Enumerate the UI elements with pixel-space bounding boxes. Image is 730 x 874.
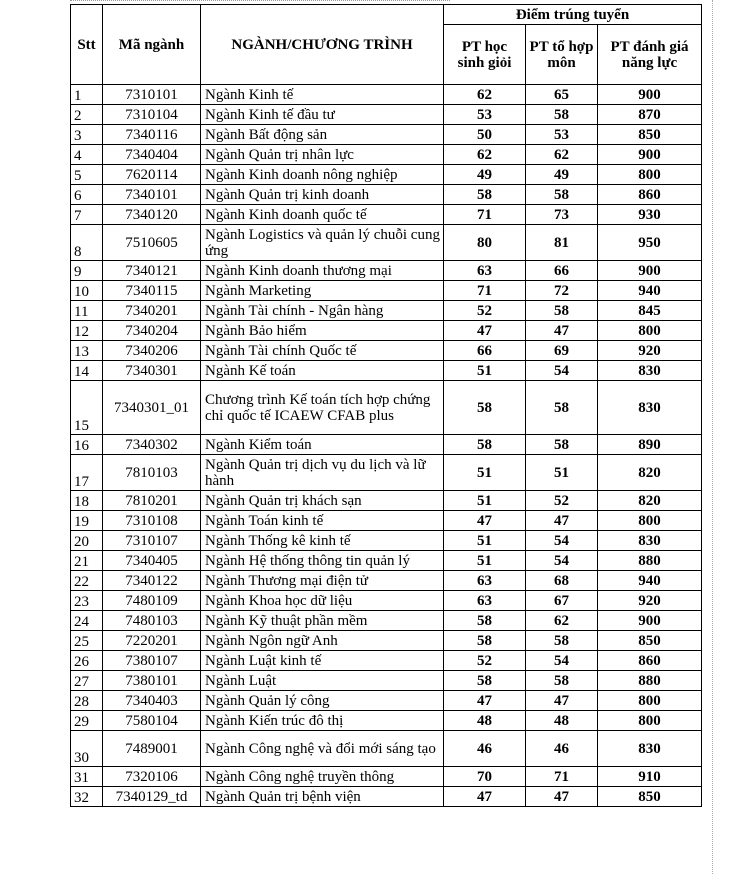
row-stt: 30 bbox=[71, 731, 103, 767]
table-row bbox=[71, 611, 702, 631]
row-stt: 6 bbox=[71, 185, 103, 205]
row-stt: 7 bbox=[71, 205, 103, 225]
row-score-b: 58 bbox=[526, 185, 598, 205]
row-score-b: 58 bbox=[526, 301, 598, 321]
row-stt: 12 bbox=[71, 321, 103, 341]
row-code: 7380101 bbox=[103, 671, 201, 691]
row-score-a: 70 bbox=[444, 767, 526, 787]
row-code: 7480109 bbox=[103, 591, 201, 611]
row-name: Ngành Khoa học dữ liệu bbox=[201, 591, 444, 611]
row-score-b: 52 bbox=[526, 491, 598, 511]
row-code: 7220201 bbox=[103, 631, 201, 651]
row-name: Ngành Công nghệ và đổi mới sáng tạo bbox=[201, 731, 444, 767]
table-row bbox=[71, 165, 702, 185]
table-row bbox=[71, 381, 702, 435]
page-edge bbox=[712, 0, 714, 874]
row-score-a: 66 bbox=[444, 341, 526, 361]
table-row bbox=[71, 767, 702, 787]
row-score-a: 58 bbox=[444, 611, 526, 631]
row-stt: 10 bbox=[71, 281, 103, 301]
table-row bbox=[71, 551, 702, 571]
row-score-a: 58 bbox=[444, 381, 526, 435]
row-name: Ngành Kinh doanh quốc tế bbox=[201, 205, 444, 225]
row-score-b: 58 bbox=[526, 671, 598, 691]
row-score-a: 47 bbox=[444, 691, 526, 711]
row-name: Ngành Kinh doanh thương mại bbox=[201, 261, 444, 281]
table-row bbox=[71, 591, 702, 611]
table-row bbox=[71, 261, 702, 281]
row-score-a: 49 bbox=[444, 165, 526, 185]
header-col-b: PT tổ hợp môn bbox=[526, 25, 598, 85]
row-name: Ngành Luật bbox=[201, 671, 444, 691]
row-name: Ngành Kỹ thuật phần mềm bbox=[201, 611, 444, 631]
row-score-a: 51 bbox=[444, 531, 526, 551]
row-score-b: 54 bbox=[526, 361, 598, 381]
table-row bbox=[71, 531, 702, 551]
row-name: Ngành Kế toán bbox=[201, 361, 444, 381]
row-code: 7340129_td bbox=[103, 787, 201, 807]
row-score-c: 800 bbox=[598, 711, 702, 731]
row-score-b: 46 bbox=[526, 731, 598, 767]
row-code: 7340116 bbox=[103, 125, 201, 145]
row-score-a: 80 bbox=[444, 225, 526, 261]
row-name: Ngành Quản trị khách sạn bbox=[201, 491, 444, 511]
row-name: Ngành Thống kê kinh tế bbox=[201, 531, 444, 551]
row-score-c: 920 bbox=[598, 341, 702, 361]
row-score-b: 49 bbox=[526, 165, 598, 185]
row-score-a: 51 bbox=[444, 361, 526, 381]
row-score-c: 830 bbox=[598, 361, 702, 381]
row-code: 7340302 bbox=[103, 435, 201, 455]
row-score-a: 51 bbox=[444, 491, 526, 511]
row-stt: 21 bbox=[71, 551, 103, 571]
row-score-b: 67 bbox=[526, 591, 598, 611]
row-name: Ngành Kinh doanh nông nghiệp bbox=[201, 165, 444, 185]
header-code: Mã ngành bbox=[103, 5, 201, 85]
table-row bbox=[71, 491, 702, 511]
row-name: Ngành Tài chính - Ngân hàng bbox=[201, 301, 444, 321]
row-score-b: 68 bbox=[526, 571, 598, 591]
row-score-a: 63 bbox=[444, 571, 526, 591]
row-stt: 23 bbox=[71, 591, 103, 611]
row-score-c: 800 bbox=[598, 321, 702, 341]
table-row bbox=[71, 361, 702, 381]
row-score-b: 58 bbox=[526, 105, 598, 125]
table-row bbox=[71, 691, 702, 711]
row-name: Ngành Logistics và quản lý chuỗi cung ứng bbox=[201, 225, 444, 261]
table-body bbox=[71, 85, 702, 807]
row-stt: 5 bbox=[71, 165, 103, 185]
row-score-c: 860 bbox=[598, 651, 702, 671]
row-score-c: 830 bbox=[598, 381, 702, 435]
row-score-b: 51 bbox=[526, 455, 598, 491]
row-score-b: 81 bbox=[526, 225, 598, 261]
row-score-a: 71 bbox=[444, 281, 526, 301]
row-score-c: 800 bbox=[598, 691, 702, 711]
row-score-c: 920 bbox=[598, 591, 702, 611]
row-score-a: 58 bbox=[444, 185, 526, 205]
row-score-a: 47 bbox=[444, 787, 526, 807]
row-score-a: 58 bbox=[444, 435, 526, 455]
row-name: Ngành Hệ thống thông tin quản lý bbox=[201, 551, 444, 571]
row-stt: 14 bbox=[71, 361, 103, 381]
row-score-a: 62 bbox=[444, 85, 526, 105]
row-score-b: 53 bbox=[526, 125, 598, 145]
row-score-c: 800 bbox=[598, 165, 702, 185]
row-score-b: 47 bbox=[526, 511, 598, 531]
row-stt: 20 bbox=[71, 531, 103, 551]
table-row bbox=[71, 105, 702, 125]
row-code: 7510605 bbox=[103, 225, 201, 261]
row-score-c: 860 bbox=[598, 185, 702, 205]
table-row bbox=[71, 281, 702, 301]
row-score-c: 910 bbox=[598, 767, 702, 787]
admission-score-table bbox=[70, 4, 702, 807]
row-name: Ngành Quản trị nhân lực bbox=[201, 145, 444, 165]
row-code: 7310108 bbox=[103, 511, 201, 531]
row-stt: 11 bbox=[71, 301, 103, 321]
row-code: 7340122 bbox=[103, 571, 201, 591]
row-score-c: 830 bbox=[598, 731, 702, 767]
row-name: Ngành Kinh tế đầu tư bbox=[201, 105, 444, 125]
table-row bbox=[71, 787, 702, 807]
row-score-a: 47 bbox=[444, 511, 526, 531]
row-score-a: 51 bbox=[444, 455, 526, 491]
row-code: 7340404 bbox=[103, 145, 201, 165]
row-code: 7810201 bbox=[103, 491, 201, 511]
row-code: 7310101 bbox=[103, 85, 201, 105]
row-name: Ngành Marketing bbox=[201, 281, 444, 301]
row-name: Ngành Quản lý công bbox=[201, 691, 444, 711]
row-score-c: 850 bbox=[598, 125, 702, 145]
row-score-a: 46 bbox=[444, 731, 526, 767]
row-name: Ngành Kinh tế bbox=[201, 85, 444, 105]
row-code: 7340120 bbox=[103, 205, 201, 225]
row-score-a: 63 bbox=[444, 261, 526, 281]
row-score-a: 52 bbox=[444, 651, 526, 671]
row-score-a: 63 bbox=[444, 591, 526, 611]
row-score-c: 845 bbox=[598, 301, 702, 321]
row-name: Ngành Bất động sản bbox=[201, 125, 444, 145]
row-score-c: 850 bbox=[598, 631, 702, 651]
row-score-b: 62 bbox=[526, 611, 598, 631]
header-score-group: Điểm trúng tuyển bbox=[444, 5, 702, 25]
row-stt: 28 bbox=[71, 691, 103, 711]
row-score-c: 830 bbox=[598, 531, 702, 551]
row-score-b: 54 bbox=[526, 551, 598, 571]
row-code: 7340115 bbox=[103, 281, 201, 301]
row-name: Ngành Quản trị dịch vụ du lịch và lữ hành bbox=[201, 455, 444, 491]
row-score-c: 880 bbox=[598, 671, 702, 691]
row-score-a: 51 bbox=[444, 551, 526, 571]
table-row bbox=[71, 185, 702, 205]
row-score-a: 58 bbox=[444, 631, 526, 651]
row-score-c: 870 bbox=[598, 105, 702, 125]
row-score-b: 66 bbox=[526, 261, 598, 281]
table-row bbox=[71, 435, 702, 455]
row-score-c: 880 bbox=[598, 551, 702, 571]
row-score-b: 69 bbox=[526, 341, 598, 361]
row-score-c: 850 bbox=[598, 787, 702, 807]
row-score-c: 940 bbox=[598, 281, 702, 301]
table-row bbox=[71, 125, 702, 145]
header-col-a: PT học sinh giỏi bbox=[444, 25, 526, 85]
row-name: Ngành Công nghệ truyền thông bbox=[201, 767, 444, 787]
row-name: Chương trình Kế toán tích hợp chứng chỉ quốc tế ICAEW CFAB plus bbox=[201, 381, 444, 435]
table-row bbox=[71, 205, 702, 225]
row-score-b: 73 bbox=[526, 205, 598, 225]
row-code: 7580104 bbox=[103, 711, 201, 731]
header-stt: Stt bbox=[71, 5, 103, 85]
row-score-b: 48 bbox=[526, 711, 598, 731]
row-score-b: 58 bbox=[526, 631, 598, 651]
row-code: 7320106 bbox=[103, 767, 201, 787]
header-name: NGÀNH/CHƯƠNG TRÌNH bbox=[201, 5, 444, 85]
row-stt: 27 bbox=[71, 671, 103, 691]
row-code: 7489001 bbox=[103, 731, 201, 767]
row-stt: 32 bbox=[71, 787, 103, 807]
row-code: 7340121 bbox=[103, 261, 201, 281]
row-stt: 4 bbox=[71, 145, 103, 165]
table-row bbox=[71, 511, 702, 531]
table-row bbox=[71, 455, 702, 491]
table-row bbox=[71, 85, 702, 105]
table-row bbox=[71, 321, 702, 341]
table-row bbox=[71, 731, 702, 767]
row-stt: 29 bbox=[71, 711, 103, 731]
row-score-b: 47 bbox=[526, 787, 598, 807]
row-name: Ngành Quản trị bệnh viện bbox=[201, 787, 444, 807]
row-score-b: 47 bbox=[526, 321, 598, 341]
row-score-a: 62 bbox=[444, 145, 526, 165]
row-score-b: 58 bbox=[526, 435, 598, 455]
row-stt: 18 bbox=[71, 491, 103, 511]
row-stt: 19 bbox=[71, 511, 103, 531]
row-stt: 25 bbox=[71, 631, 103, 651]
row-score-a: 58 bbox=[444, 671, 526, 691]
row-stt: 22 bbox=[71, 571, 103, 591]
row-score-b: 62 bbox=[526, 145, 598, 165]
table-row bbox=[71, 631, 702, 651]
row-stt: 26 bbox=[71, 651, 103, 671]
row-stt: 16 bbox=[71, 435, 103, 455]
row-code: 7340204 bbox=[103, 321, 201, 341]
row-score-a: 50 bbox=[444, 125, 526, 145]
row-score-c: 930 bbox=[598, 205, 702, 225]
row-stt: 31 bbox=[71, 767, 103, 787]
row-score-c: 900 bbox=[598, 261, 702, 281]
row-name: Ngành Toán kinh tế bbox=[201, 511, 444, 531]
row-score-a: 52 bbox=[444, 301, 526, 321]
row-code: 7340403 bbox=[103, 691, 201, 711]
row-name: Ngành Quản trị kinh doanh bbox=[201, 185, 444, 205]
row-stt: 8 bbox=[71, 225, 103, 261]
row-score-b: 71 bbox=[526, 767, 598, 787]
row-score-b: 47 bbox=[526, 691, 598, 711]
row-score-c: 820 bbox=[598, 455, 702, 491]
row-code: 7310107 bbox=[103, 531, 201, 551]
row-code: 7380107 bbox=[103, 651, 201, 671]
row-stt: 15 bbox=[71, 381, 103, 435]
row-code: 7340101 bbox=[103, 185, 201, 205]
row-stt: 3 bbox=[71, 125, 103, 145]
row-score-a: 48 bbox=[444, 711, 526, 731]
row-code: 7620114 bbox=[103, 165, 201, 185]
row-name: Ngành Thương mại điện tử bbox=[201, 571, 444, 591]
row-score-c: 890 bbox=[598, 435, 702, 455]
row-name: Ngành Kiểm toán bbox=[201, 435, 444, 455]
row-score-c: 800 bbox=[598, 511, 702, 531]
row-score-a: 71 bbox=[444, 205, 526, 225]
row-score-c: 900 bbox=[598, 85, 702, 105]
row-code: 7340206 bbox=[103, 341, 201, 361]
table-row bbox=[71, 301, 702, 321]
table-row bbox=[71, 571, 702, 591]
row-score-b: 65 bbox=[526, 85, 598, 105]
row-score-c: 900 bbox=[598, 145, 702, 165]
row-name: Ngành Kiến trúc đô thị bbox=[201, 711, 444, 731]
row-name: Ngành Bảo hiểm bbox=[201, 321, 444, 341]
row-code: 7480103 bbox=[103, 611, 201, 631]
row-name: Ngành Ngôn ngữ Anh bbox=[201, 631, 444, 651]
row-score-a: 47 bbox=[444, 321, 526, 341]
row-stt: 24 bbox=[71, 611, 103, 631]
row-code: 7340405 bbox=[103, 551, 201, 571]
row-score-c: 820 bbox=[598, 491, 702, 511]
row-score-a: 53 bbox=[444, 105, 526, 125]
row-score-b: 58 bbox=[526, 381, 598, 435]
table-row bbox=[71, 651, 702, 671]
row-score-c: 940 bbox=[598, 571, 702, 591]
table-row bbox=[71, 711, 702, 731]
row-score-c: 900 bbox=[598, 611, 702, 631]
table-row bbox=[71, 145, 702, 165]
row-score-b: 54 bbox=[526, 531, 598, 551]
row-stt: 2 bbox=[71, 105, 103, 125]
row-name: Ngành Luật kinh tế bbox=[201, 651, 444, 671]
row-code: 7810103 bbox=[103, 455, 201, 491]
row-code: 7310104 bbox=[103, 105, 201, 125]
row-stt: 13 bbox=[71, 341, 103, 361]
row-code: 7340301 bbox=[103, 361, 201, 381]
row-name: Ngành Tài chính Quốc tế bbox=[201, 341, 444, 361]
row-code: 7340201 bbox=[103, 301, 201, 321]
table-row bbox=[71, 341, 702, 361]
row-stt: 1 bbox=[71, 85, 103, 105]
row-score-c: 950 bbox=[598, 225, 702, 261]
row-score-b: 72 bbox=[526, 281, 598, 301]
table-row bbox=[71, 671, 702, 691]
row-score-b: 54 bbox=[526, 651, 598, 671]
header-col-c: PT đánh giá năng lực bbox=[598, 25, 702, 85]
row-code: 7340301_01 bbox=[103, 381, 201, 435]
row-stt: 9 bbox=[71, 261, 103, 281]
table-row bbox=[71, 225, 702, 261]
row-stt: 17 bbox=[71, 455, 103, 491]
